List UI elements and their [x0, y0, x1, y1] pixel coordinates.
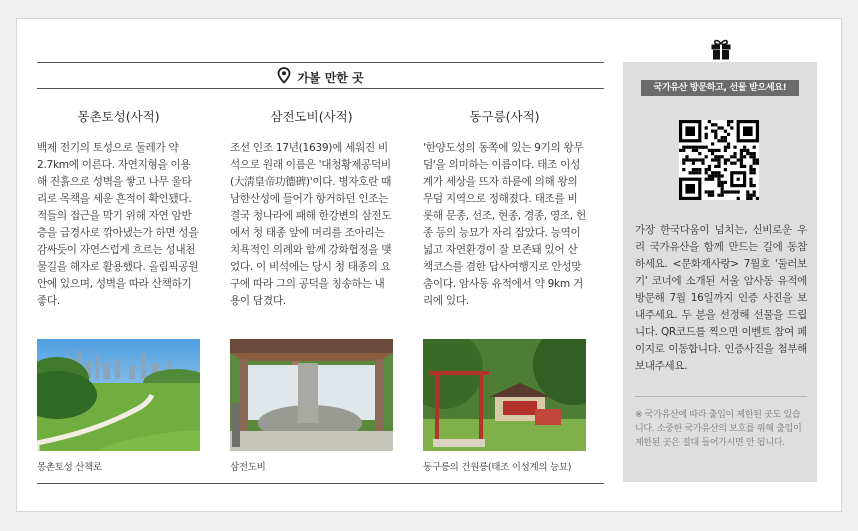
place-title: 삼전도비(사적)	[270, 109, 353, 124]
photo-caption: 동구릉의 건원릉(태조 이성계의 능묘)	[423, 462, 572, 473]
section-top-rule	[37, 62, 604, 63]
promo-description: 가장 한국다움이 넘치는, 신비로운 우리 국가유산을 함께 만드는 길에 동참하세요. <문화재사랑> 7월호 '둘러보기' 코너에 소개된 서울 암사동 유적에 방문해 7월 16일까지 인증 사진을 보내주세요. 두 분을 선정해 선물을 드립니다. QR코드를 찍으면 이벤트 참여 페이지로 이동합니다. 인증사진을 첨부해 보내주세요.	[635, 224, 807, 372]
section-bottom-rule	[37, 88, 604, 89]
photo-caption: 몽촌토성 산책로	[37, 462, 102, 473]
qr-code[interactable]	[679, 120, 759, 200]
place-title: 몽촌토성(사적)	[77, 109, 160, 124]
mongchon-fortress-photo	[37, 339, 200, 451]
place-description: 백제 전기의 토성으로 둘레가 약 2.7km에 이른다. 자연지형을 이용해 진흙으로 성벽을 쌓고 나무 울타리로 목책을 세운 흔적이 확인됐다. 적들의 접근을 막기 위해 자연 암반층을 급경사로 깎아냈는가 하면 성을 감싸듯이 자연스럽게 흐르는 성내천 물길을 해자로 활용했다. 올림픽공원 안에 있으며, 성벽을 따라 산책하기 좋다.	[37, 142, 199, 307]
article-page	[16, 18, 842, 512]
place-description: 조선 인조 17년(1639)에 세워진 비석으로 원래 이름은 '대청황제공덕비(大淸皇帝功德碑)'이다. 병자호란 때 남한산성에 들어가 항거하던 인조는 결국 청나라에 패해 한강변의 삼전도에서 청 태종 앞에 머리를 조아리는 치욕적인 의례와 함께 강화협정을 맺었다. 이 비석에는 당시 청 태종의 요구에 따라 그의 공덕을 칭송하는 내용이 담겼다.	[230, 142, 392, 307]
section-title: 가볼 만한 곳	[297, 70, 364, 85]
place-column-3	[423, 107, 586, 310]
place-title: 동구릉(사적)	[469, 109, 540, 124]
section-header	[37, 65, 604, 89]
promo-box	[623, 62, 817, 482]
section-footer-rule	[37, 483, 604, 484]
promo-divider	[635, 396, 807, 397]
gift-icon	[709, 37, 733, 65]
promo-note: ※ 국가유산에 따라 출입이 제한된 곳도 있습니다. 소중한 국가유산의 보호를 위해 출입이 제한된 곳은 절대 들어가시면 안 됩니다.	[635, 410, 802, 448]
place-column-2	[230, 107, 393, 310]
place-description: '한양도성의 동쪽에 있는 9기의 왕무덤'을 의미하는 이름이다. 태조 이성계가 세상을 뜨자 하륜에 의해 왕의 무덤 지역으로 정해졌다. 태조를 비롯해 문종, 선조, 현종, 경종, 영조, 헌종 등의 능묘가 자리 잡았다. 능역이 넓고 자연환경이 잘 보존돼 있어 산책코스를 겸한 답사여행지로 안성맞춤이다. 암사동 유적에서 약 9km 거리에 있다.	[423, 142, 586, 307]
photo-caption: 삼전도비	[230, 462, 266, 473]
donggureung-photo	[423, 339, 586, 451]
location-pin-icon	[277, 67, 291, 87]
place-column-1	[37, 107, 200, 310]
samjeondo-stele-photo	[230, 339, 393, 451]
promo-badge: 국가유산 방문하고, 선물 받으세요!	[641, 80, 799, 96]
